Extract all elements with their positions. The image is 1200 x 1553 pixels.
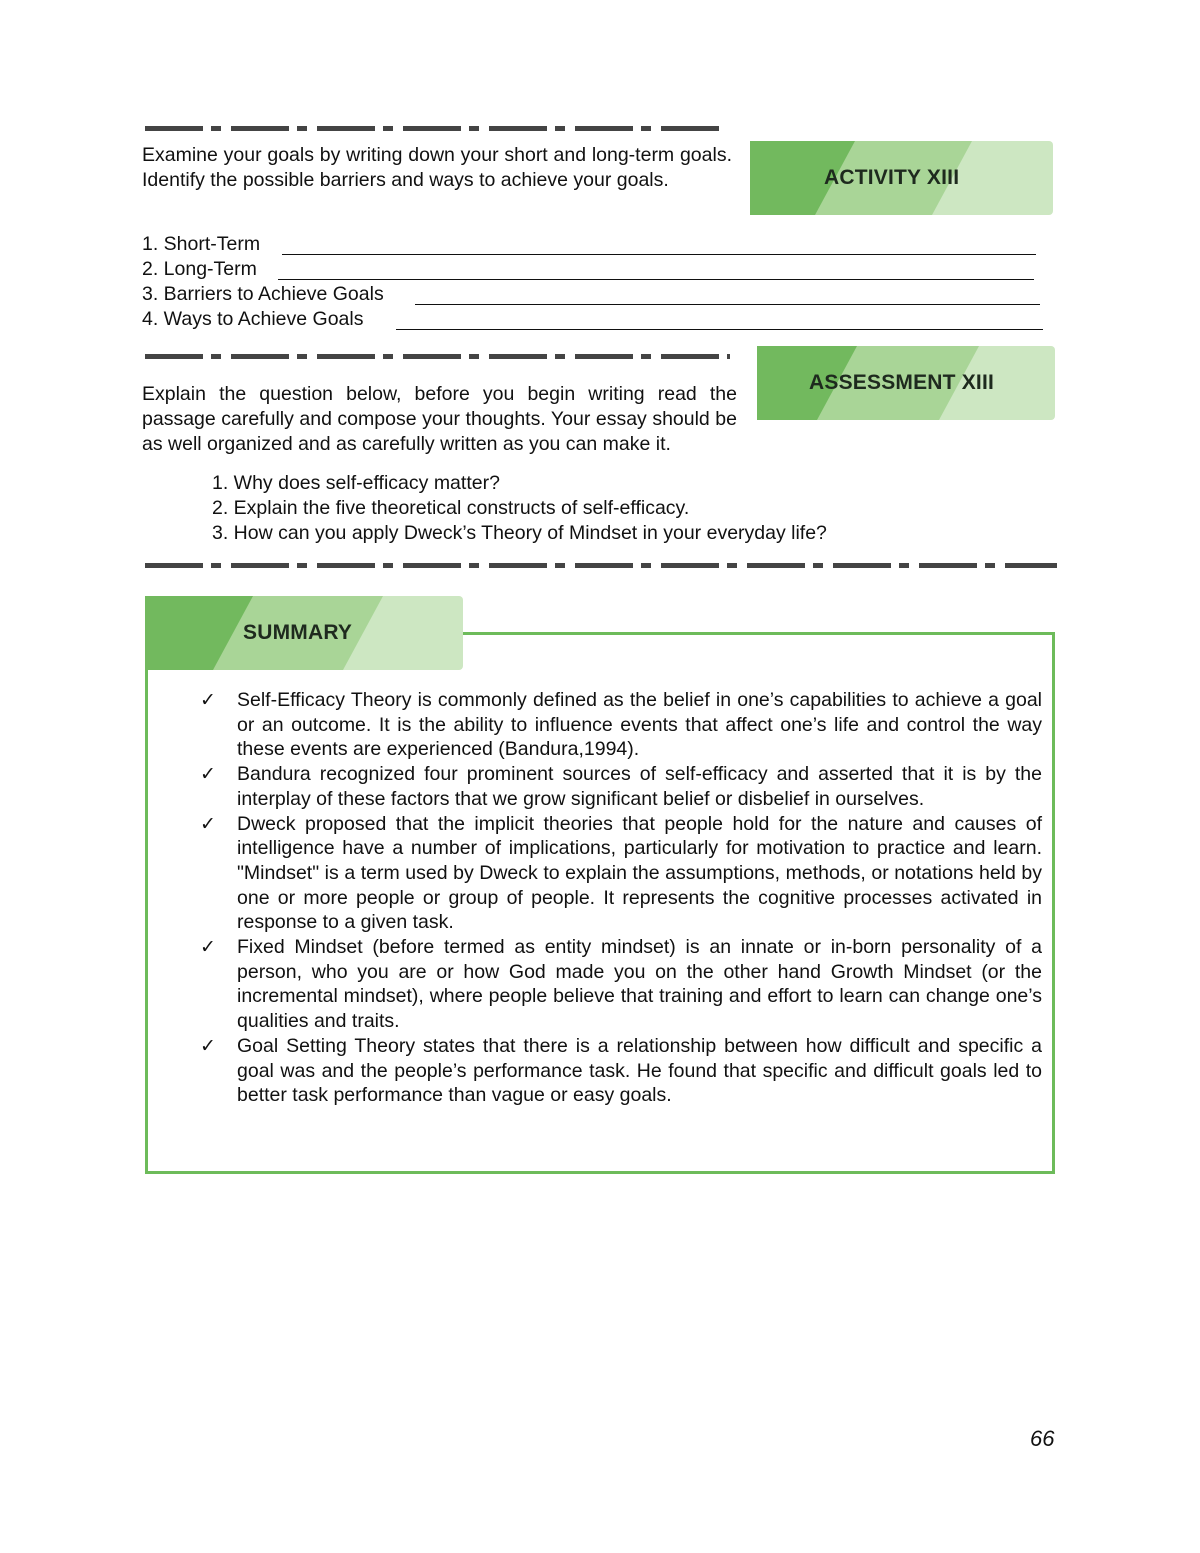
summary-item (200, 762, 1042, 811)
summary-item (200, 1034, 1042, 1108)
summary-item (200, 812, 1042, 936)
question-item: 1. Why does self-efficacy matter? (212, 472, 500, 494)
assessment-instructions-text: Explain the question below, before you begin writing read the passage carefully and compose your thoughts. Your essay should be as well organized and as carefully written as you can make it. (142, 383, 737, 455)
summary-item (200, 688, 1042, 762)
ways-answer-line (396, 329, 1043, 330)
activity-instructions: Examine your goals by writing down your short and long-term goals. Identify the possible barriers and ways to achieve your goals. (142, 144, 732, 191)
summary-item-text: Bandura recognized four prominent sources of self-efficacy and asserted that it is by the interplay of these factors that we grow significant belief or disbelief in ourselves. (237, 763, 1042, 810)
summary-item-text: Self-Efficacy Theory is commonly defined as the belief in one’s capabilities to achieve a goal or an outcome. It is the ability to influence events that affect one’s life and control the way these events are experienced (Bandura,1994). (237, 689, 1042, 761)
summary-item-text: Goal Setting Theory states that there is a relationship between how difficult and specific a goal was and the people’s performance task. He found that specific and difficult goals led to better task performance than vague or easy goals. (237, 1034, 1042, 1107)
assessment-title: ASSESSMENT XIII (809, 371, 995, 394)
assessment-instructions (142, 382, 897, 457)
summary-list (200, 688, 1042, 1108)
activity-title: ACTIVITY XIII (824, 166, 960, 189)
question-item: 3. How can you apply Dweck’s Theory of Mindset in your everyday life? (212, 522, 827, 544)
summary-item-text: Dweck proposed that the implicit theories that people hold for the nature and causes of intelligence have a number of implications, particularly for motivation to practice and learn. "Mindset" is a term used by Dweck to explain the assumptions, methods, or notations held by one or more people or group of people. It represents the cognitive processes activated in response to a given task. (237, 812, 1042, 934)
assessment-questions (212, 471, 827, 546)
activity-item-barriers: 3. Barriers to Achieve Goals (142, 283, 384, 305)
summary-title: SUMMARY (243, 621, 353, 644)
summary-item (200, 935, 1042, 1034)
checkmark-icon: ✓ (200, 936, 216, 959)
long-term-answer-line (278, 279, 1034, 280)
checkmark-icon: ✓ (200, 689, 216, 711)
summary-item-text: Fixed Mindset (before termed as entity mindset) is an innate or in-born personality of a person, who you are or how God made you on the other hand Growth Mindset (or the incremental mindset), where people believe that training and effort to learn can change one’s qualities and traits. (237, 936, 1042, 1033)
activity-item-long-term: 2. Long-Term (142, 258, 257, 280)
barriers-answer-line (415, 304, 1040, 305)
page-number: 66 (1030, 1426, 1055, 1451)
activity-item-short-term: 1. Short-Term (142, 233, 261, 255)
short-term-answer-line (282, 254, 1036, 255)
dashed-divider-top (145, 126, 723, 131)
banner-spacer (737, 382, 897, 432)
activity-banner (750, 141, 1053, 215)
question-item: 2. Explain the five theoretical constructs of self-efficacy. (212, 497, 690, 519)
checkmark-icon: ✓ (200, 812, 216, 835)
summary-banner (145, 596, 463, 670)
activity-item-ways: 4. Ways to Achieve Goals (142, 308, 364, 330)
checkmark-icon: ✓ (200, 1034, 216, 1057)
dashed-divider-bottom (145, 563, 1057, 568)
checkmark-icon: ✓ (200, 763, 216, 786)
dashed-divider-middle (145, 354, 730, 359)
